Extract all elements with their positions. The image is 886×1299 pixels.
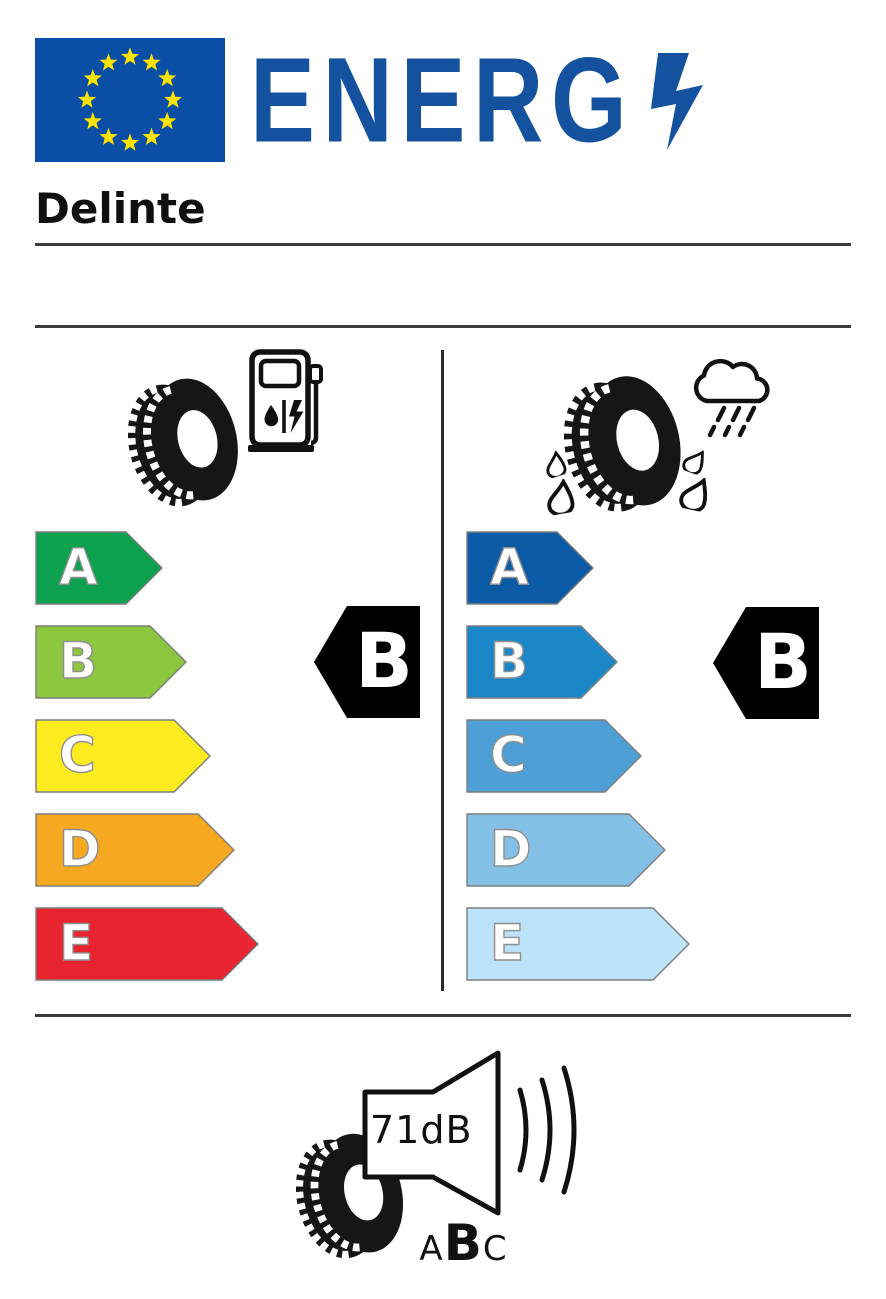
- fuel-grade-row-a: [35, 531, 165, 605]
- grade-letter: B: [490, 632, 529, 690]
- divider-vertical: [441, 350, 444, 991]
- grade-letter: D: [490, 820, 532, 878]
- wet-grade-row-a: [466, 531, 596, 605]
- grade-letter: A: [490, 538, 529, 596]
- splash-icon: [679, 477, 708, 513]
- grade-letter: C: [59, 726, 96, 784]
- noise-class-a: A: [419, 1229, 443, 1269]
- wet-rating-indicator: [712, 606, 820, 720]
- energ-logo-text: ENERG: [250, 32, 635, 168]
- splash-icon: [682, 448, 706, 476]
- lightning-bolt-icon: [645, 50, 707, 152]
- fuel-grade-row-d: [35, 813, 237, 887]
- sound-waves-icon: [508, 1058, 592, 1200]
- splash-icon: [546, 481, 575, 517]
- fuel-grade-row-b: [35, 625, 189, 699]
- fuel-grade-row-c: [35, 719, 213, 793]
- grade-letter: D: [59, 820, 101, 878]
- eu-flag-icon: [35, 38, 225, 162]
- tire-icon: [128, 370, 243, 515]
- fuel-rating-indicator: [313, 605, 421, 719]
- wet-grade-row-c: [466, 719, 644, 793]
- noise-class-scale: [408, 1214, 518, 1272]
- noise-class-b-active: B: [443, 1214, 482, 1272]
- divider-top: [35, 243, 851, 246]
- fuel-grade-row-e: [35, 907, 261, 981]
- wet-grade-row-e: [466, 907, 692, 981]
- fuel-pump-icon: [246, 348, 326, 454]
- wet-grade-row-d: [466, 813, 668, 887]
- grade-letter: E: [59, 914, 94, 972]
- brand-name: Delinte: [35, 184, 206, 233]
- grade-letter: A: [59, 538, 98, 596]
- wet-grade-row-b: [466, 625, 620, 699]
- noise-level-value: 71dB: [370, 1108, 473, 1152]
- noise-class-c: C: [482, 1229, 507, 1269]
- splash-icon: [543, 452, 567, 480]
- rain-cloud-icon: [683, 348, 783, 444]
- wet-rating-value: B: [754, 617, 812, 706]
- divider-lower: [35, 1014, 851, 1017]
- fuel-rating-value: B: [355, 616, 413, 705]
- grade-letter: C: [490, 726, 527, 784]
- grade-letter: E: [490, 914, 525, 972]
- grade-letter: B: [59, 632, 98, 690]
- divider-upper: [35, 325, 851, 328]
